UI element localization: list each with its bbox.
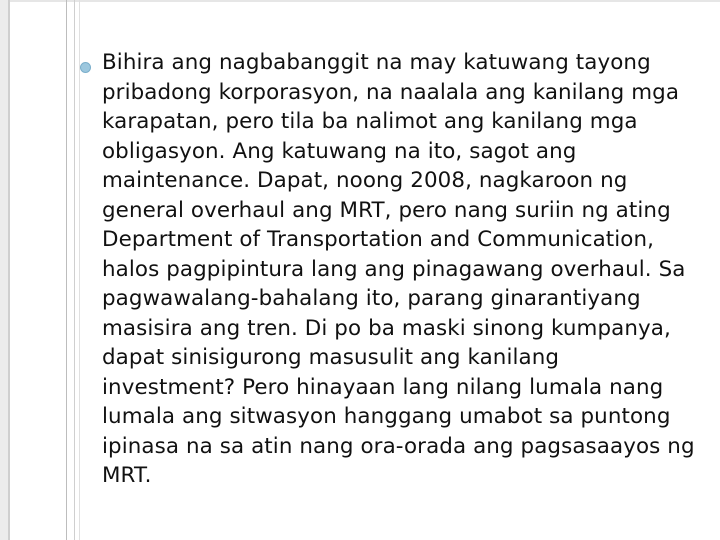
left-frame-line [8, 0, 10, 540]
left-frame-line-inner [66, 0, 67, 540]
round-bullet-icon [80, 62, 91, 73]
left-frame-band [0, 0, 8, 540]
top-frame-line [0, 0, 720, 2]
bullet-paragraph: Bihira ang nagbabanggit na may katuwang tayong pribadong korporasyon, na naalala ang kanilang mga karapatan, pero tila ba nalimot ang kanilang mga obligasyon. Ang katuwang na ito, sagot ang maintenance. Dapat, noong 2008, nagkaroon ng general overhaul ang MRT, pero nang suriin ng ating Department of Transportation and Communication, halos pagpipintura lang ang pinagawang overhaul. Sa pagwawalang-bahalang ito, parang ginarantiyang masisira ang tren. Di po ba maski sinong kumpanya, dapat sinisigurong masusulit ang kanilang investment? Pero hinayaan lang nilang lumala nang lumala ang sitwasyon hanggang umabot sa puntong ipinasa na sa atin nang ora-orada ang pagsasaayos ng MRT. [102, 50, 695, 488]
bullet-item [80, 48, 700, 491]
left-frame-line-inner-2 [74, 0, 75, 540]
